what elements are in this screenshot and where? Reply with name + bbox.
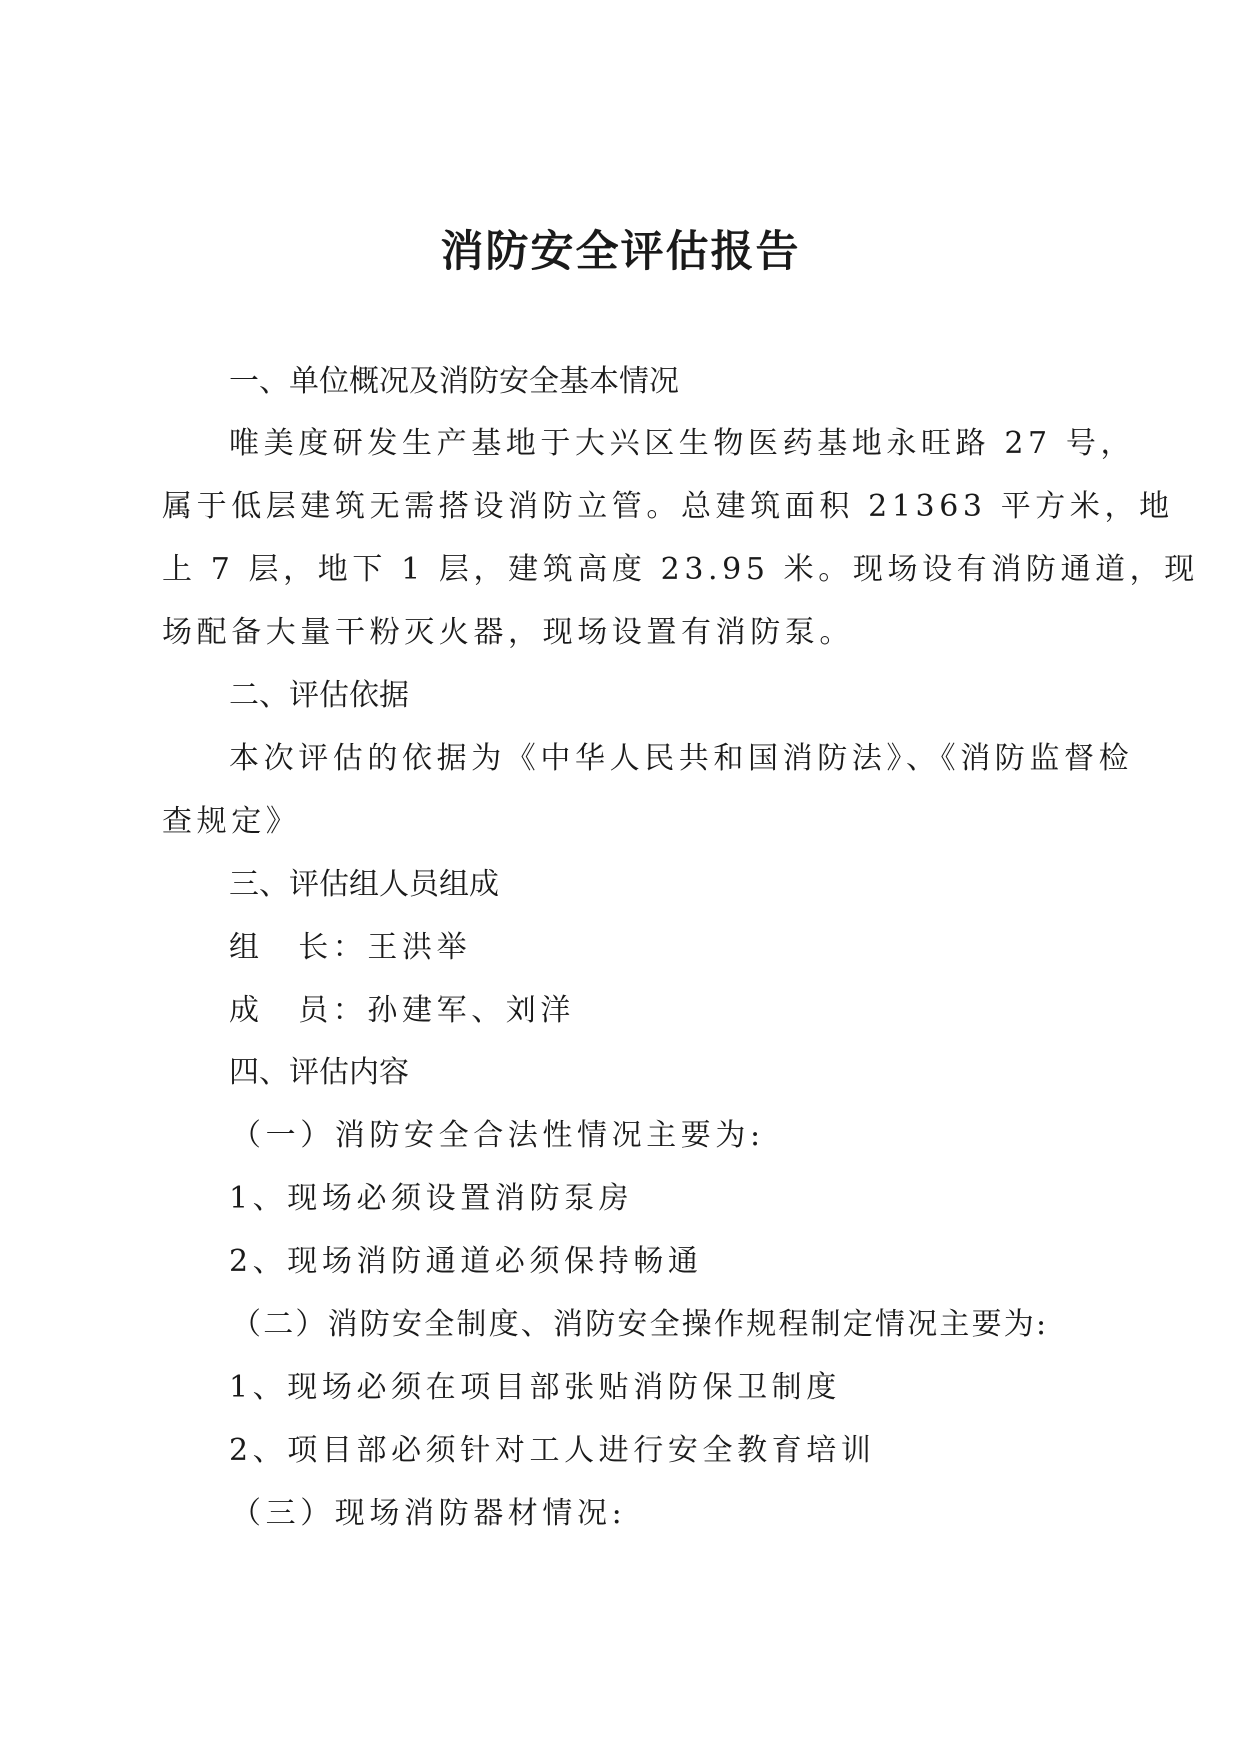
section-2-paragraph-line: 本次评估的依据为《中华人民共和国消防法》、《消防监督检 [229, 741, 1134, 776]
subsection-2-title: （二）消防安全制度、消防安全操作规程制定情况主要为: [231, 1307, 1049, 1342]
section-2-paragraph-line: 查规定》 [162, 804, 301, 839]
subsection-3-title: （三）现场消防器材情况: [231, 1496, 627, 1531]
section-1-paragraph-line: 唯美度研发生产基地于大兴区生物医药基地永旺路 27 号， [229, 426, 1136, 461]
section-1-paragraph-line: 场配备大量干粉灭火器，现场设置有消防泵。 [162, 615, 854, 650]
document-title: 消防安全评估报告 [440, 227, 801, 277]
team-leader-line: 组 长：王洪举 [229, 930, 472, 965]
section-2-heading: 二、评估依据 [229, 678, 409, 713]
subsection-1-title: （一）消防安全合法性情况主要为: [231, 1118, 765, 1153]
team-members-line: 成 员：孙建军、刘洋 [229, 993, 575, 1028]
list-item: 2、项目部必须针对工人进行安全教育培训 [229, 1433, 876, 1468]
list-item: 1、现场必须在项目部张贴消防保卫制度 [229, 1370, 841, 1405]
list-item: 1、现场必须设置消防泵房 [229, 1181, 634, 1216]
section-4-heading: 四、评估内容 [229, 1055, 409, 1090]
section-3-heading: 三、评估组人员组成 [229, 867, 499, 902]
section-1-paragraph-line: 上 7 层，地下 1 层，建筑高度 23.95 米。现场设有消防通道，现 [162, 552, 1199, 587]
list-item: 2、现场消防通道必须保持畅通 [229, 1244, 703, 1279]
section-1-heading: 一、单位概况及消防安全基本情况 [229, 364, 679, 399]
section-1-paragraph-line: 属于低层建筑无需搭设消防立管。总建筑面积 21363 平方米，地 [162, 489, 1174, 524]
